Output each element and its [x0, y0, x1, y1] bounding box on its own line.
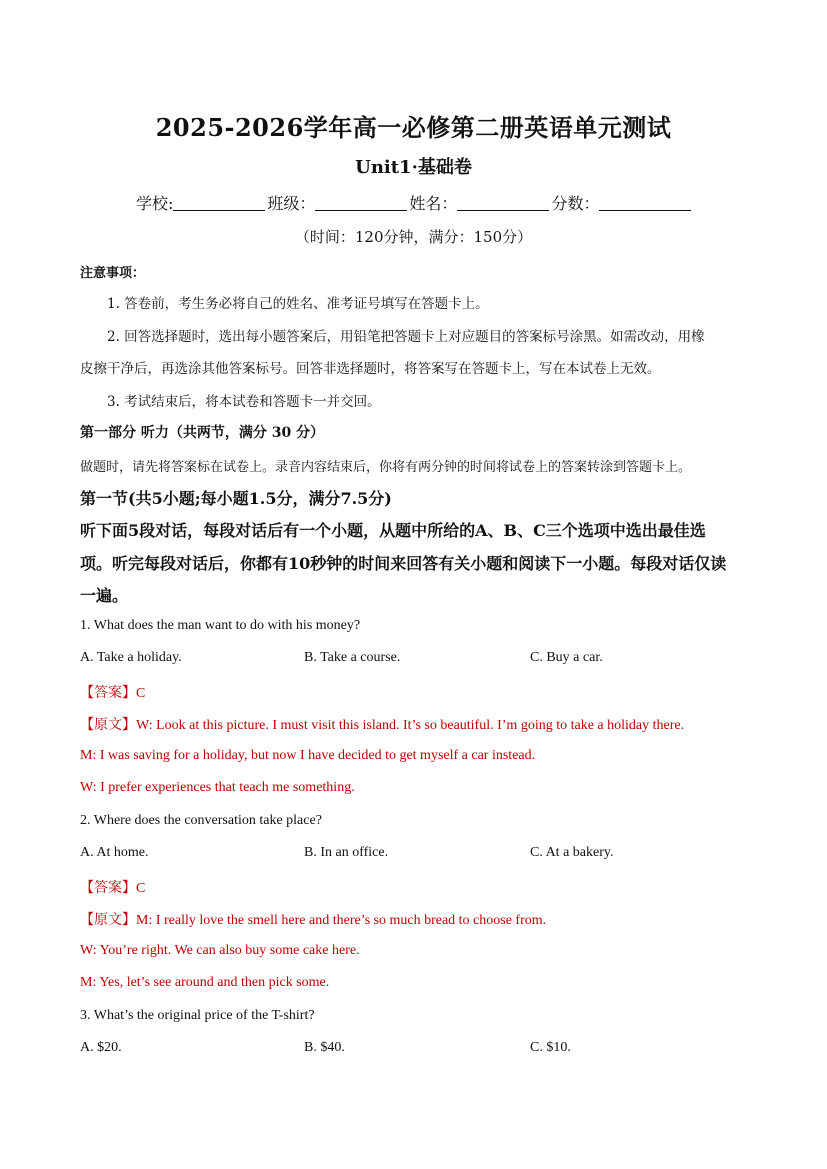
option-c: C. Buy a car. [530, 650, 603, 665]
score-blank [599, 196, 691, 211]
option-b: B. In an office. [304, 845, 389, 860]
script-tag: 【原文】 [80, 718, 136, 733]
answer-line [80, 682, 145, 702]
student-info-row [136, 191, 693, 214]
section-instruction-line: 项。听完每段对话后，你都有10秒钟的时间来回答有关小题和阅读下一小题。每段对话仅读 [80, 554, 727, 573]
answer-line [80, 877, 145, 897]
notice-heading: 注意事项： [80, 266, 146, 281]
script-text: M: I really love the smell here and there’s so much bread to choose from. [136, 913, 547, 928]
page-title: 2025-2026学年高一必修第二册英语单元测试 [155, 113, 672, 142]
class-label: 班级： [267, 194, 316, 213]
question-stem: 3. What’s the original price of the T-shirt? [80, 1008, 315, 1023]
part-instruction: 做题时，请先将答案标在试卷上。录音内容结束后，你将有两分钟的时间将试卷上的答案转涂到答题卡上。 [80, 460, 692, 475]
option-a: A. Take a holiday. [80, 650, 182, 665]
option-c: C. $10. [530, 1040, 571, 1055]
question-stem: 1. What does the man want to do with his money? [80, 618, 361, 633]
answer-tag: 【答案】 [80, 686, 136, 701]
option-a: A. At home. [80, 845, 149, 860]
script-line [80, 909, 546, 929]
section-instruction-line: 一遍。 [80, 586, 129, 605]
score-label: 分数： [551, 194, 600, 213]
section-heading: 第一节(共5小题;每小题1.5分，满分7.5分) [80, 489, 392, 508]
script-line: M: Yes, let’s see around and then pick some. [80, 975, 330, 990]
script-text: W: Look at this picture. I must visit this island. It’s so beautiful. I’m going to take a holiday there. [136, 718, 685, 733]
answer-tag: 【答案】 [80, 881, 136, 896]
option-b: B. Take a course. [304, 650, 401, 665]
option-b: B. $40. [304, 1040, 345, 1055]
notice-item: 1. 答卷前，考生务必将自己的姓名、准考证号填写在答题卡上。 [107, 296, 489, 312]
section-instruction-line: 听下面5段对话，每段对话后有一个小题，从题中所给的A、B、C三个选项中选出最佳选 [80, 521, 706, 540]
option-c: C. At a bakery. [530, 845, 614, 860]
script-tag: 【原文】 [80, 913, 136, 928]
answer-value: C [136, 881, 146, 896]
script-line: W: I prefer experiences that teach me something. [80, 780, 355, 795]
script-line: W: You’re right. We can also buy some cake here. [80, 943, 360, 958]
school-blank [173, 196, 265, 211]
notice-item: 2. 回答选择题时，选出每小题答案后，用铅笔把答题卡上对应题目的答案标号涂黑。如需改动，用橡 [107, 329, 705, 345]
question-stem: 2. Where does the conversation take place? [80, 813, 322, 828]
school-label: 学校: [136, 194, 174, 213]
script-line: M: I was saving for a holiday, but now I have decided to get myself a car instead. [80, 748, 536, 763]
answer-value: C [136, 686, 146, 701]
name-blank [457, 196, 549, 211]
notice-item: 3. 考试结束后，将本试卷和答题卡一并交回。 [107, 394, 381, 410]
time-limit: （时间：120分钟，满分：150分） [294, 228, 533, 246]
part-heading: 第一部分 听力（共两节，满分 30 分） [80, 425, 325, 441]
page-subtitle: Unit1·基础卷 [355, 157, 472, 178]
class-blank [315, 196, 407, 211]
notice-item-continued: 皮擦干净后，再选涂其他答案标号。回答非选择题时，将答案写在答题卡上，写在本试卷上无效。 [80, 361, 661, 377]
option-a: A. $20. [80, 1040, 122, 1055]
script-line [80, 714, 684, 734]
name-label: 姓名： [409, 194, 458, 213]
